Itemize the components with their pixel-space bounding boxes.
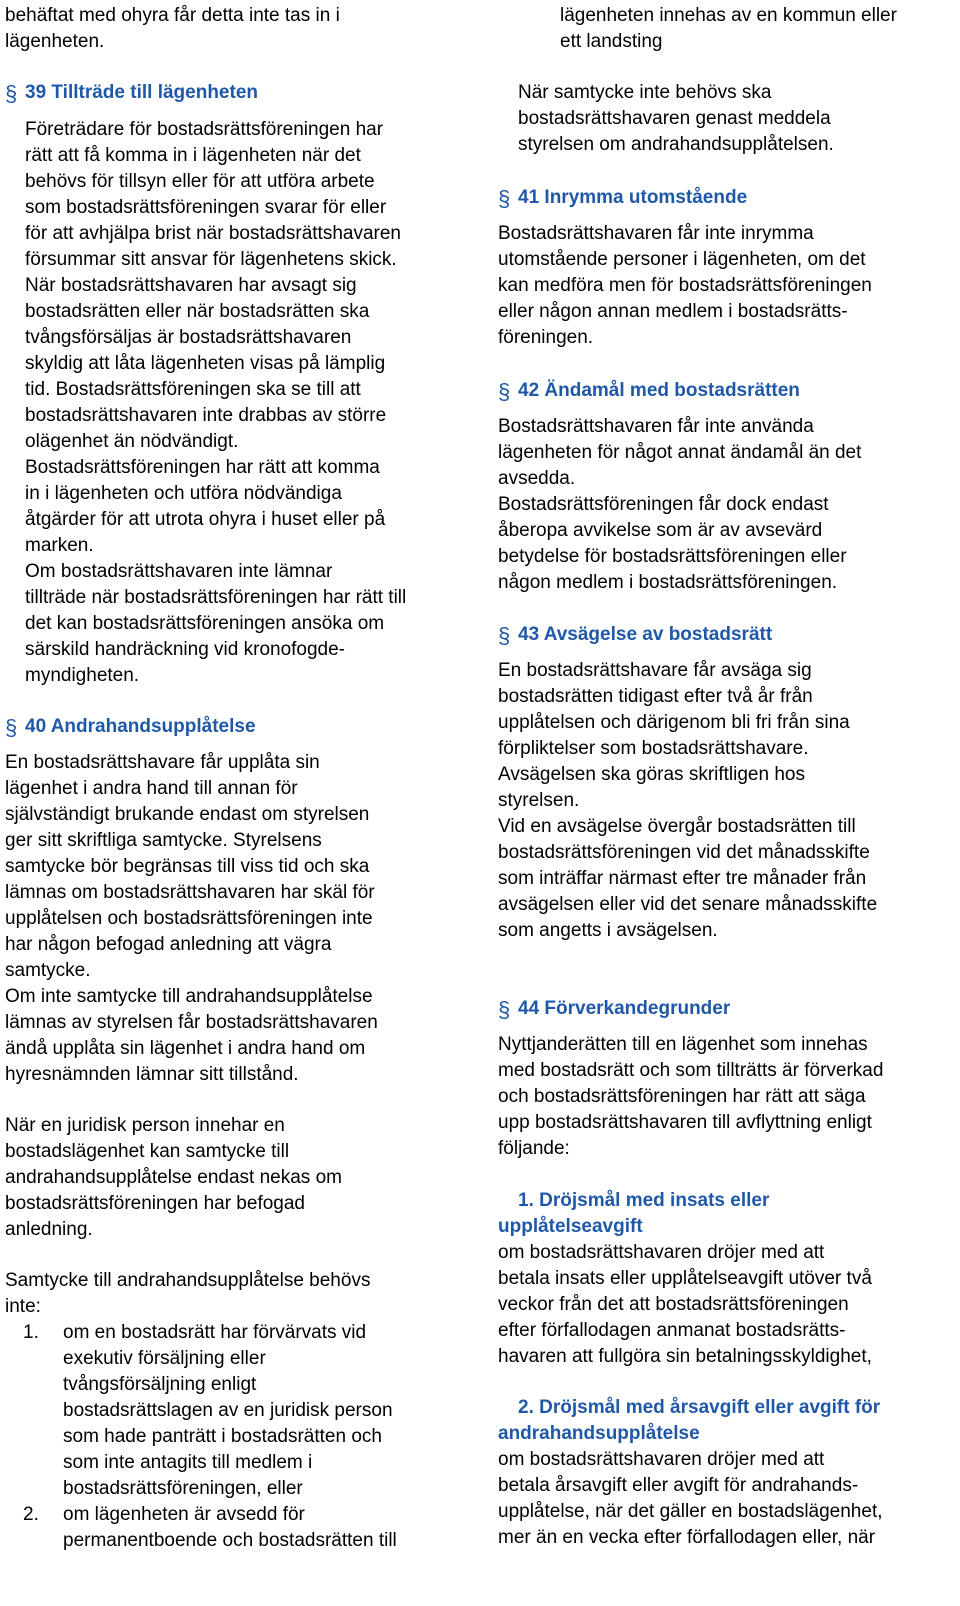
section-40-paragraph-1: En bostadsrättshavare får upplåta sin lägenhet i andra hand till annan för självständigt brukande endast om styrelsen ger sitt skriftliga samtycke. Styrelsens samtycke bör begränsas till viss tid och ska lämnas om bostadsrättshavaren har skäl för upplåtelsen och bostadsrättsföreningen inte har någon befogad anledning att vägra samtycke. — [5, 752, 375, 981]
svg-text:§: § — [498, 381, 511, 403]
subheading-1-text: om bostadsrättshavaren dröjer med att betala insats eller upplåtelseavgift utöver två veckor från det att bostadsrättsföreningen efter förfallodagen anmanat bostadsrätts- havaren att fullgöra sin betalningsskyldighet, — [498, 1242, 872, 1367]
list-item-number: 1. — [23, 1322, 39, 1343]
section-42-paragraph-2: Bostadsrättsföreningen får dock endast åberopa avvikelse som är av avsevärd betydelse för bostadsrättsföreningen eller någon medlem i bostadsrättsföreningen. — [498, 494, 847, 593]
section-40-heading: 40 Andrahandsupplåtelse — [25, 716, 256, 737]
section-41-heading: 41 Inrymma utomstående — [518, 187, 748, 208]
section-44-paragraph-1: Nyttjanderätten till en lägenhet som innehas med bostadsrätt och som tillträtts är förverkad och bostadsrättsföreningen har rätt att säga upp bostadsrättshavaren till avflyttning enligt följande: — [498, 1034, 884, 1159]
section-sign-icon — [498, 999, 511, 1021]
section-sign-icon — [498, 381, 511, 403]
section-43-paragraph-1: En bostadsrättshavare får avsäga sig bostadsrätten tidigast efter två år från upplåtelsen och därigenom bli fri från sina förpliktelser som bostadsrättshavare. Avsägelsen ska göras skriftligen hos styrelsen. — [498, 660, 850, 811]
list-item — [5, 1502, 397, 1606]
section-40-paragraph-2: Om inte samtycke till andrahandsupplåtelse lämnas av styrelsen får bostadsrättshavaren ändå upplåta sin lägenhet i andra hand om hyresnämnden lämnar sitt tillstånd. — [5, 986, 378, 1085]
section-44-heading: 44 Förverkandegrunder — [518, 998, 731, 1019]
section-41-paragraph-1: Bostadsrättshavaren får inte inrymma utomstående personer i lägenheten, om det kan medföra men för bostadsrättsföreningen eller någon annan medlem i bostadsrätts- föreningen. — [498, 223, 872, 348]
section-39-heading: 39 Tillträde till lägenheten — [25, 82, 258, 103]
section-42-paragraph-1: Bostadsrättshavaren får inte använda lägenheten för något annat ändamål än det avsedda. — [498, 416, 862, 489]
section-39-paragraph-3: Bostadsrättsföreningen har rätt att komma in i lägenheten och utföra nödvändiga åtgärder för att utrota ohyra i huset eller på marken. — [25, 457, 386, 556]
section-39-paragraph-2: När bostadsrättshavaren har avsagt sig bostadsrätten eller när bostadsrätten ska tvångsförsäljas är bostadsrättshavaren skyldig att låta lägenheten visas på lämplig tid. Bostadsrättsföreningen ska se till att bostadsrättshavaren inte drabbas av större olägenhet än nödvändigt. — [25, 275, 387, 452]
section-40-paragraph-3: När en juridisk person innehar en bostadslägenhet kan samtycke till andrahandsupplåtelse endast nekas om bostadsrättsföreningen har befogad anledning. — [5, 1115, 342, 1240]
section-sign-icon — [5, 83, 18, 105]
svg-text:§: § — [5, 83, 18, 105]
section-39-paragraph-1: Företrädare för bostadsrättsföreningen har rätt att få komma in i lägenheten när det behövs för tillsyn eller för att utföra arbete som bostadsrättsföreningen svarar för eller för att avhjälpa brist när bostadsrättshavaren försummar sitt ansvar för lägenhetens skick. — [25, 119, 401, 270]
list-item-number: 2. — [23, 1504, 39, 1525]
section-42-heading: 42 Ändamål med bostadsrätten — [518, 380, 800, 401]
no-consent-paragraph: När samtycke inte behövs ska bostadsrättshavaren genast meddela styrelsen om andrahandsupplåtelsen. — [518, 82, 834, 155]
subheading-2: 2. Dröjsmål med årsavgift eller avgift för andrahandsupplåtelse — [498, 1397, 881, 1444]
subheading-1: 1. Dröjsmål med insats eller upplåtelseavgift — [498, 1190, 770, 1237]
svg-text:§: § — [5, 717, 18, 739]
continued-paragraph: lägenheten innehas av en kommun eller ett landsting — [560, 5, 897, 52]
section-sign-icon — [498, 625, 511, 647]
list-item — [5, 1320, 393, 1499]
subheading-2-text: om bostadsrättshavaren dröjer med att betala årsavgift eller avgift för andrahands- upplåtelse, när det gäller en bostadslägenhet, mer än en vecka efter förfallodagen eller, när — [498, 1449, 883, 1548]
svg-text:§: § — [498, 188, 511, 210]
section-sign-icon — [498, 188, 511, 210]
continued-paragraph: behäftat med ohyra får detta inte tas in i lägenheten. — [5, 5, 340, 52]
section-43-heading: 43 Avsägelse av bostadsrätt — [518, 624, 773, 645]
section-sign-icon — [5, 717, 18, 739]
section-43-paragraph-2: Vid en avsägelse övergår bostadsrätten till bostadsrättsföreningen vid det månadsskifte som inträffar närmast efter tre månader från avsägelsen eller vid det senare månadsskifte som angetts i avsägelsen. — [498, 816, 878, 941]
svg-text:§: § — [498, 999, 511, 1021]
list-item-text: om en bostadsrätt har förvärvats vid exekutiv försäljning eller tvångsförsäljning enligt bostadsrättslagen av en juridisk person som hade panträtt i bostadsrätten och som inte antagits till medlem i bostadsrättsföreningen, eller — [63, 1322, 393, 1499]
section-39-paragraph-4: Om bostadsrättshavaren inte lämnar tillträde när bostadsrättsföreningen har rätt till det kan bostadsrättsföreningen ansöka om särskild handräckning vid kronofogde- myndigheten. — [25, 561, 407, 686]
section-40-paragraph-4: Samtycke till andrahandsupplåtelse behövs inte: — [5, 1270, 371, 1317]
svg-text:§: § — [498, 625, 511, 647]
list-item-text: om lägenheten är avsedd för permanentboende och bostadsrätten till — [63, 1504, 397, 1551]
